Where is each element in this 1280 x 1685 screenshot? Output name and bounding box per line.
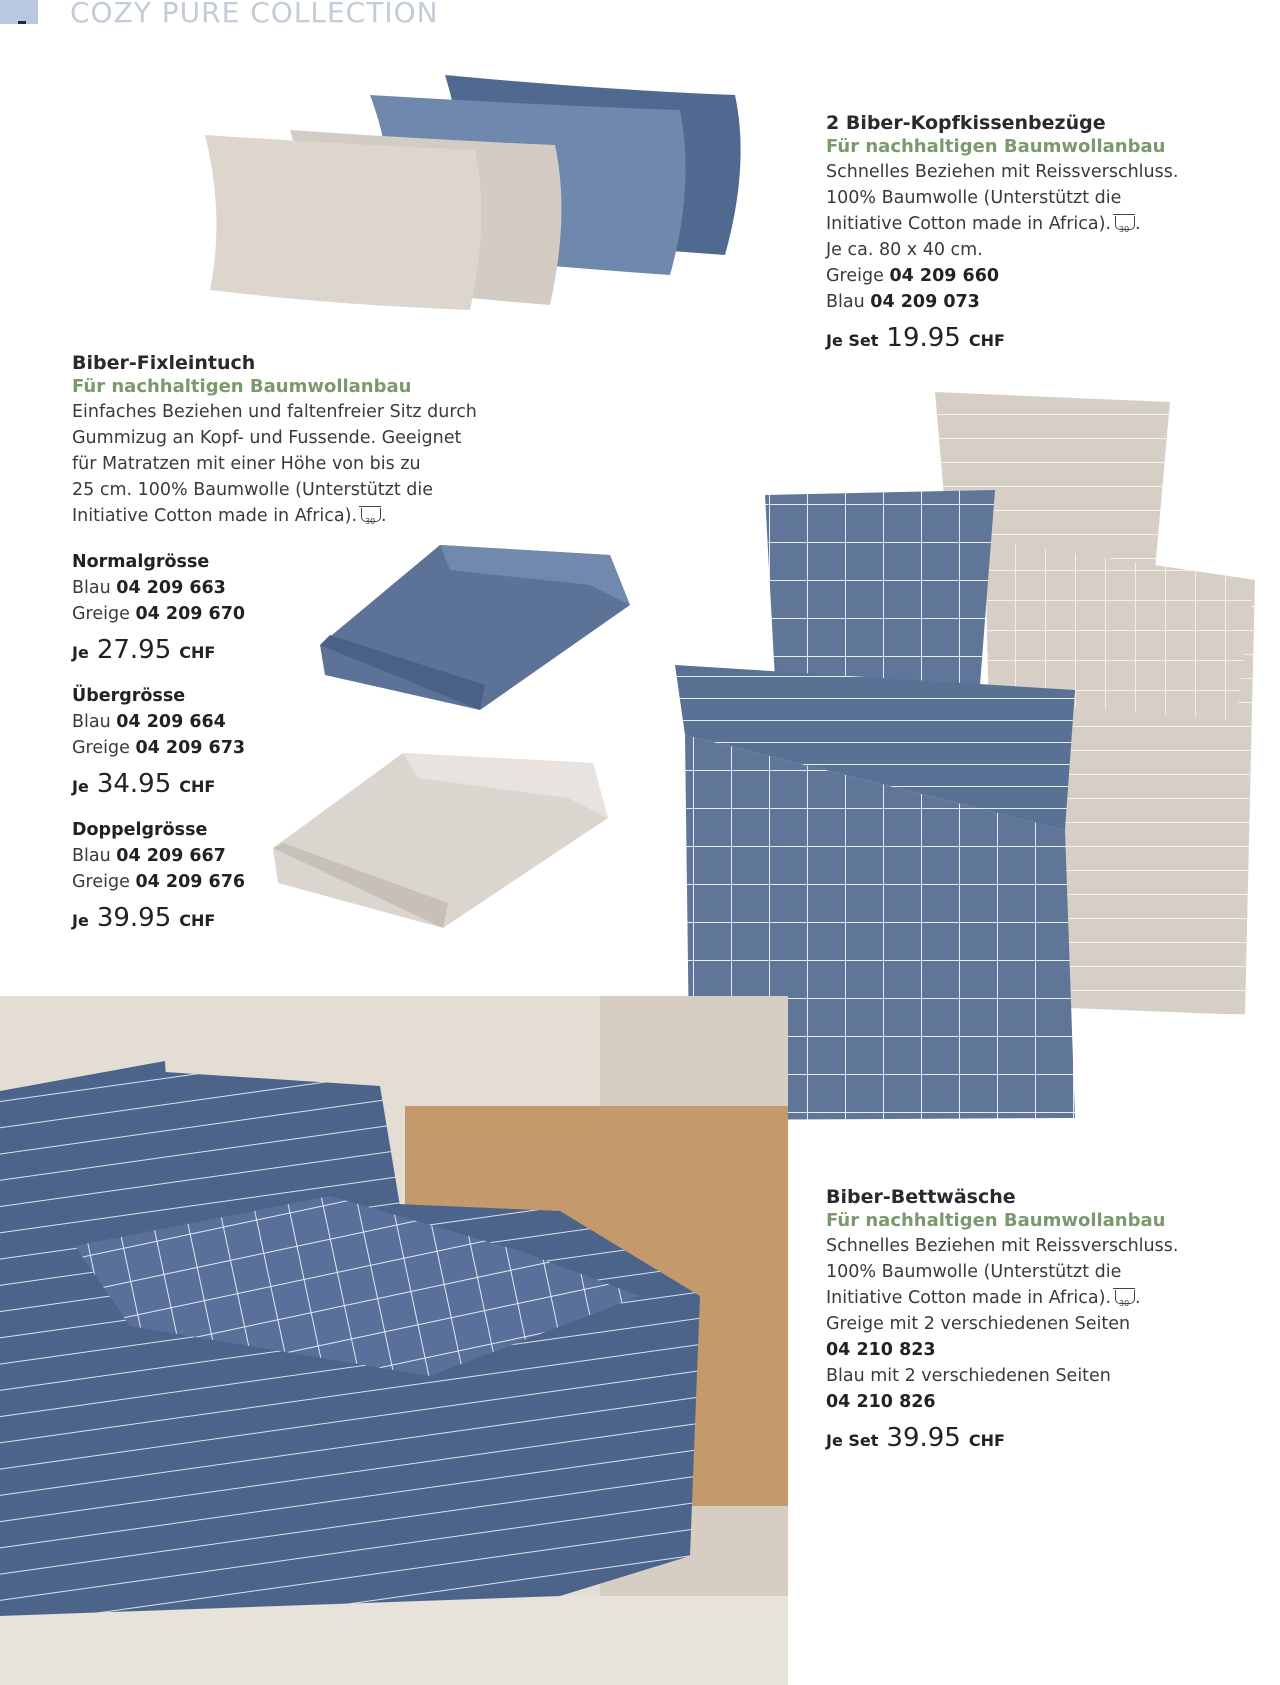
bedding-price: Je Set 39.95 CHF bbox=[826, 1423, 1005, 1453]
bedding-variant-greige-code: 04 210 823 bbox=[826, 1340, 936, 1360]
bedding-desc-line: Schnelles Beziehen mit Reissverschluss. bbox=[826, 1236, 1179, 1256]
bedding-desc-line: 100% Baumwolle (Unterstützt die bbox=[826, 1262, 1122, 1282]
pillowcases-variant-blau: Blau 04 209 073 bbox=[826, 292, 980, 312]
bedding-variant-blau-label: Blau mit 2 verschiedenen Seiten bbox=[826, 1366, 1111, 1386]
wash-30-icon: 30 bbox=[1115, 1290, 1135, 1304]
size-normal-greige: Greige 04 209 670 bbox=[72, 604, 246, 624]
size-double-greige: Greige 04 209 676 bbox=[72, 872, 246, 892]
pillowcases-title: 2 Biber-Kopfkissenbezüge bbox=[826, 112, 1106, 134]
bedding-title: Biber-Bettwäsche bbox=[826, 1186, 1016, 1208]
header-accent-bar bbox=[0, 0, 38, 24]
size-normal-title: Normalgrösse bbox=[72, 552, 210, 572]
bedroom-photo bbox=[0, 996, 788, 1685]
pillowcases-price: Je Set 19.95 CHF bbox=[826, 323, 1005, 353]
pillowcases-desc-line: Initiative Cotton made in Africa). 30 . bbox=[826, 214, 1141, 234]
size-double-blau: Blau 04 209 667 bbox=[72, 846, 226, 866]
fitted-sheet-title: Biber-Fixleintuch bbox=[72, 352, 256, 374]
size-over-title: Übergrösse bbox=[72, 686, 186, 706]
wash-30-icon: 30 bbox=[361, 508, 381, 522]
fitted-sheet-desc-line: Einfaches Beziehen und faltenfreier Sitz durch bbox=[72, 402, 477, 422]
size-over-price: Je 34.95 CHF bbox=[72, 769, 216, 799]
size-normal-blau: Blau 04 209 663 bbox=[72, 578, 226, 598]
bedding-desc-line: Initiative Cotton made in Africa). 30 . bbox=[826, 1288, 1141, 1308]
size-double-title: Doppelgrösse bbox=[72, 820, 208, 840]
fitted-sheet-desc-line: Initiative Cotton made in Africa). 30 . bbox=[72, 506, 387, 526]
fitted-sheet-desc-line: Gummizug an Kopf- und Fussende. Geeignet bbox=[72, 428, 462, 448]
pillowcases-desc-line: 100% Baumwolle (Unterstützt die bbox=[826, 188, 1122, 208]
pillowcases-subtitle: Für nachhaltigen Baumwollanbau bbox=[826, 136, 1166, 157]
fitted-sheet-blue-image bbox=[310, 525, 640, 715]
bedding-subtitle: Für nachhaltigen Baumwollanbau bbox=[826, 1210, 1166, 1231]
pillowcases-image bbox=[205, 65, 805, 335]
pillowcases-size: Je ca. 80 x 40 cm. bbox=[826, 240, 983, 260]
bedding-variant-blau-code: 04 210 826 bbox=[826, 1392, 936, 1412]
size-over-blau: Blau 04 209 664 bbox=[72, 712, 226, 732]
bedding-block bbox=[826, 1186, 1266, 1453]
pillowcases-block bbox=[826, 112, 1266, 353]
fitted-sheet-greige-image bbox=[268, 743, 618, 933]
pillowcases-variant-greige: Greige 04 209 660 bbox=[826, 266, 1000, 286]
size-over-greige: Greige 04 209 673 bbox=[72, 738, 246, 758]
collection-title: COZY PURE COLLECTION bbox=[70, 0, 439, 29]
pillowcases-desc-line: Schnelles Beziehen mit Reissverschluss. bbox=[826, 162, 1179, 182]
fitted-sheet-subtitle: Für nachhaltigen Baumwollanbau bbox=[72, 376, 412, 397]
bedding-variant-greige-label: Greige mit 2 verschiedenen Seiten bbox=[826, 1314, 1131, 1334]
size-double-price: Je 39.95 CHF bbox=[72, 903, 216, 933]
size-normal-price: Je 27.95 CHF bbox=[72, 635, 216, 665]
fitted-sheet-desc-line: für Matratzen mit einer Höhe von bis zu bbox=[72, 454, 421, 474]
wash-30-icon: 30 bbox=[1115, 216, 1135, 230]
fitted-sheet-desc-line: 25 cm. 100% Baumwolle (Unterstützt die bbox=[72, 480, 433, 500]
